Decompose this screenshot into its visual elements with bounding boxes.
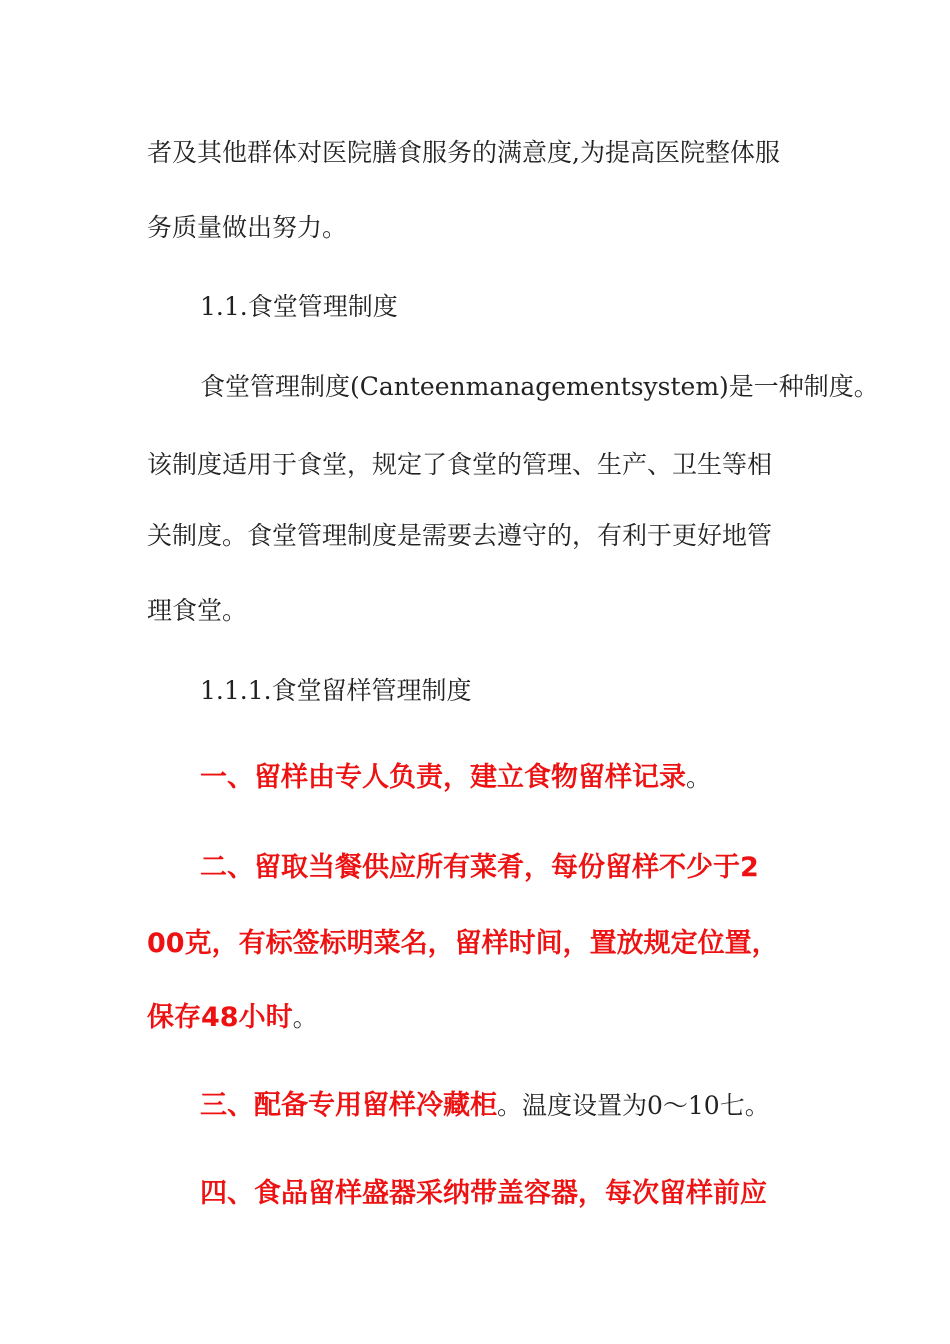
definition-line-4: 理食堂。	[147, 596, 248, 625]
rule-1	[200, 764, 711, 791]
rule-4-line-1: 四、食品留样盛器采纳带盖容器，每次留样前应	[200, 1178, 767, 1209]
rule-3-plain: 。温度设置为0〜10七。	[497, 1091, 770, 1120]
rule-3	[200, 1092, 770, 1119]
rule-1-emphasis: 一、留样由专人负责，建立食物留样记录	[200, 762, 686, 793]
rule-2-line-2: 00克，有标签标明菜名，留样时间，置放规定位置，	[147, 928, 779, 959]
intro-line-2: 务质量做出努力。	[147, 213, 348, 242]
intro-line-1: 者及其他群体对医院膳食服务的满意度,为提高医院整体服	[147, 138, 780, 167]
rule-2-line-3	[147, 1004, 318, 1031]
rule-2-line-1: 二、留取当餐供应所有菜肴，每份留样不少于2	[200, 852, 759, 883]
rule-1-punct: 。	[686, 763, 712, 792]
definition-line-3: 关制度。食堂管理制度是需要去遵守的，有利于更好地管	[147, 521, 773, 550]
definition-line-2: 该制度适用于食堂，规定了食堂的管理、生产、卫生等相	[147, 450, 773, 479]
section-heading: 1.1.食堂管理制度	[200, 292, 398, 321]
definition-line-1: 食堂管理制度(Canteenmanagementsystem)是一种制度。	[200, 372, 879, 401]
rule-2-line-3-emphasis: 保存48小时	[147, 1002, 293, 1033]
subsection-heading: 1.1.1.食堂留样管理制度	[200, 676, 472, 705]
rule-3-emphasis: 三、配备专用留样冷藏柜	[200, 1090, 497, 1121]
rule-2-line-3-punct: 。	[292, 1003, 318, 1032]
